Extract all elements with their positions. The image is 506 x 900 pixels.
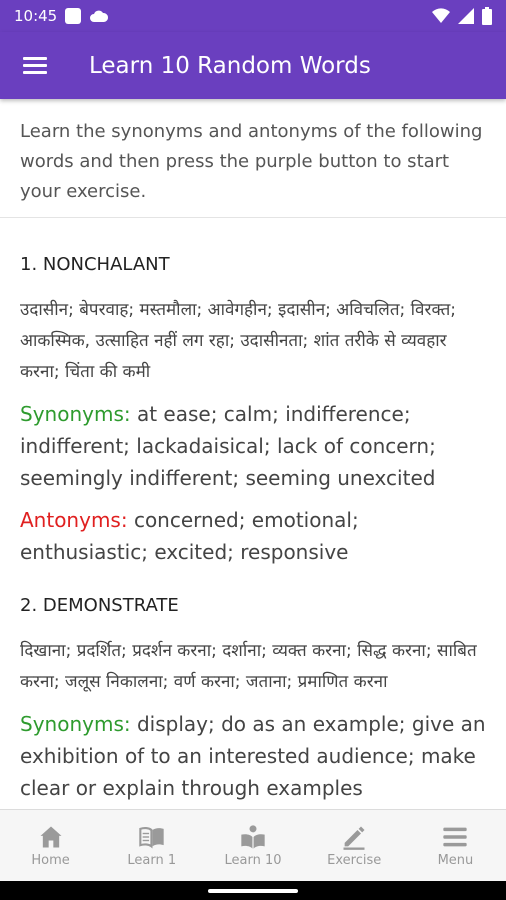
antonyms-text: concerned; emotional; enthusiastic; excited; responsive [20,508,359,564]
synonyms-line [20,708,486,804]
wifi-icon [432,8,450,24]
synonyms-text: at ease; calm; indifference; indifferent; lackadaisical; lack of concern; seemingly indifferent; seeming unexcited [20,402,436,490]
notification-square-icon [65,8,81,24]
book-open-icon [138,823,166,851]
nav-menu[interactable] [405,810,506,881]
synonyms-text: display; do as an example; give an exhibition of to an interested audience; make clear or explain through examples [20,712,486,800]
nav-learn-10[interactable] [202,810,303,881]
synonyms-line [20,398,486,494]
synonyms-label: Synonyms: [20,712,131,736]
nav-label: Exercise [327,853,382,868]
nav-label: Home [31,853,70,868]
nav-label: Menu [437,853,474,868]
app-bar [0,32,506,99]
nav-label: Learn 1 [127,853,177,868]
word-title: 1. NONCHALANT [20,254,170,275]
status-bar [0,0,506,32]
home-icon [37,823,65,851]
pencil-icon [340,823,368,851]
battery-icon [482,7,492,25]
status-bar-right [432,7,492,25]
nav-exercise[interactable] [304,810,405,881]
nav-label: Learn 10 [224,853,282,868]
hindi-meanings: उदासीन; बेपरवाह; मस्तमौला; आवेगहीन; इदासीन; अविचलित; विरक्त; आकस्मिक, उत्साहित नहीं लग रहा; उदासीनता; शांत तरीके से व्यवहार करना; चिंता की कमी [20,300,456,382]
antonyms-line [20,504,486,568]
menu-lines-icon [441,823,469,851]
status-time: 10:45 [14,7,58,25]
bottom-navigation [0,809,506,881]
nav-home[interactable] [0,810,101,881]
intro-instructions: Learn the synonyms and antonyms of the following words and then press the purple button to start your exercise. [0,100,506,218]
word-title: 2. DEMONSTRATE [20,595,179,616]
hindi-meanings: दिखाना; प्रदर्शित; प्रदर्शन करना; दर्शाना; व्यक्त करना; सिद्ध करना; साबित करना; जलूस निकालना; वर्ण करना; जताना; प्रमाणित करना [20,641,477,692]
reader-book-icon [239,823,267,851]
gesture-handle[interactable] [208,889,298,893]
page-title: Learn 10 Random Words [89,52,371,79]
word-card [20,594,486,804]
word-list[interactable] [0,219,506,809]
hamburger-menu-icon[interactable] [23,57,47,75]
cloud-icon [89,9,109,23]
word-card [20,253,486,568]
antonyms-label: Antonyms: [20,508,128,532]
synonyms-label: Synonyms: [20,402,131,426]
signal-icon [458,8,474,24]
status-bar-left [14,7,109,25]
nav-learn-1[interactable] [101,810,202,881]
